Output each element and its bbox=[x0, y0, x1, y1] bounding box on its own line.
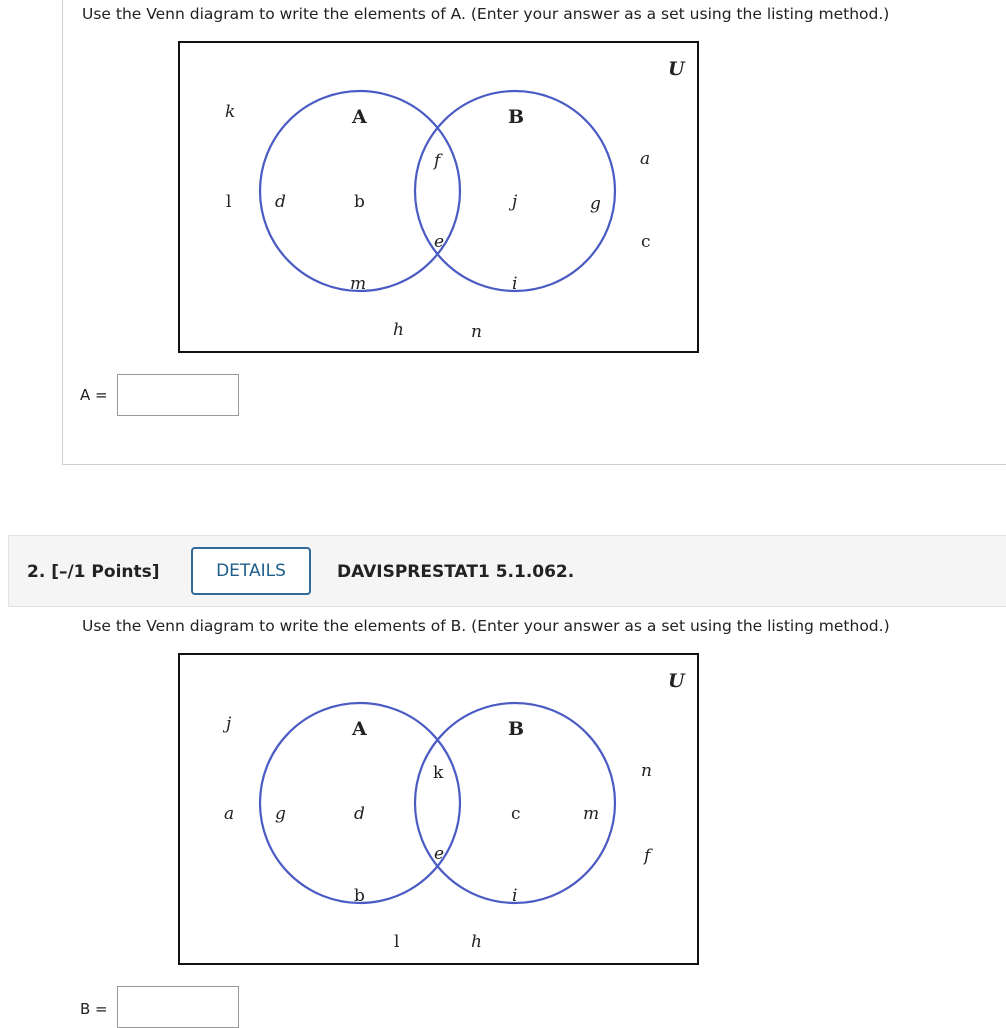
element: g bbox=[590, 194, 601, 214]
question-2-prompt: Use the Venn diagram to write the elements of B. (Enter your answer as a set using the listing method.) bbox=[82, 617, 890, 635]
question-source: DAVISPRESTAT1 5.1.062. bbox=[337, 562, 575, 582]
universe-box bbox=[179, 42, 698, 352]
element: i bbox=[512, 886, 518, 906]
element: d bbox=[354, 804, 365, 824]
question-2-header bbox=[8, 535, 1006, 607]
set-b-label: B bbox=[508, 718, 525, 740]
element: j bbox=[226, 714, 232, 734]
answer-label-b: B = bbox=[80, 1000, 108, 1018]
element: n bbox=[471, 322, 482, 342]
element: l bbox=[226, 192, 232, 212]
element: h bbox=[393, 320, 404, 340]
question-number-points: 2. [–/1 Points] bbox=[27, 562, 160, 582]
element: m bbox=[583, 804, 600, 824]
element: f bbox=[434, 151, 441, 171]
universe-label: U bbox=[668, 58, 685, 80]
answer-input-b[interactable] bbox=[117, 986, 239, 1028]
element: i bbox=[512, 274, 518, 294]
universe-box bbox=[179, 654, 698, 964]
element: k bbox=[225, 102, 236, 122]
element: b bbox=[354, 192, 365, 212]
element: c bbox=[511, 804, 521, 824]
answer-label-a: A = bbox=[80, 386, 108, 404]
element: l bbox=[394, 932, 400, 952]
universe-label: U bbox=[668, 670, 685, 692]
venn-diagram-1 bbox=[178, 41, 700, 354]
details-button[interactable]: DETAILS bbox=[191, 547, 311, 595]
set-a-label: A bbox=[352, 718, 367, 740]
element: f bbox=[644, 846, 651, 866]
element: j bbox=[512, 192, 518, 212]
venn-diagram-2 bbox=[178, 653, 700, 966]
answer-input-a[interactable] bbox=[117, 374, 239, 416]
element: n bbox=[641, 761, 652, 781]
element: e bbox=[434, 232, 445, 252]
element: b bbox=[354, 886, 365, 906]
element: g bbox=[275, 804, 286, 824]
set-b-label: B bbox=[508, 106, 525, 128]
element: c bbox=[641, 232, 651, 252]
element: d bbox=[275, 192, 286, 212]
element: m bbox=[350, 274, 367, 294]
element: e bbox=[434, 844, 445, 864]
element: k bbox=[433, 763, 444, 783]
element: a bbox=[224, 804, 235, 824]
element: h bbox=[471, 932, 482, 952]
element: a bbox=[640, 149, 651, 169]
question-1-prompt: Use the Venn diagram to write the elements of A. (Enter your answer as a set using the listing method.) bbox=[82, 5, 890, 23]
set-a-label: A bbox=[352, 106, 367, 128]
